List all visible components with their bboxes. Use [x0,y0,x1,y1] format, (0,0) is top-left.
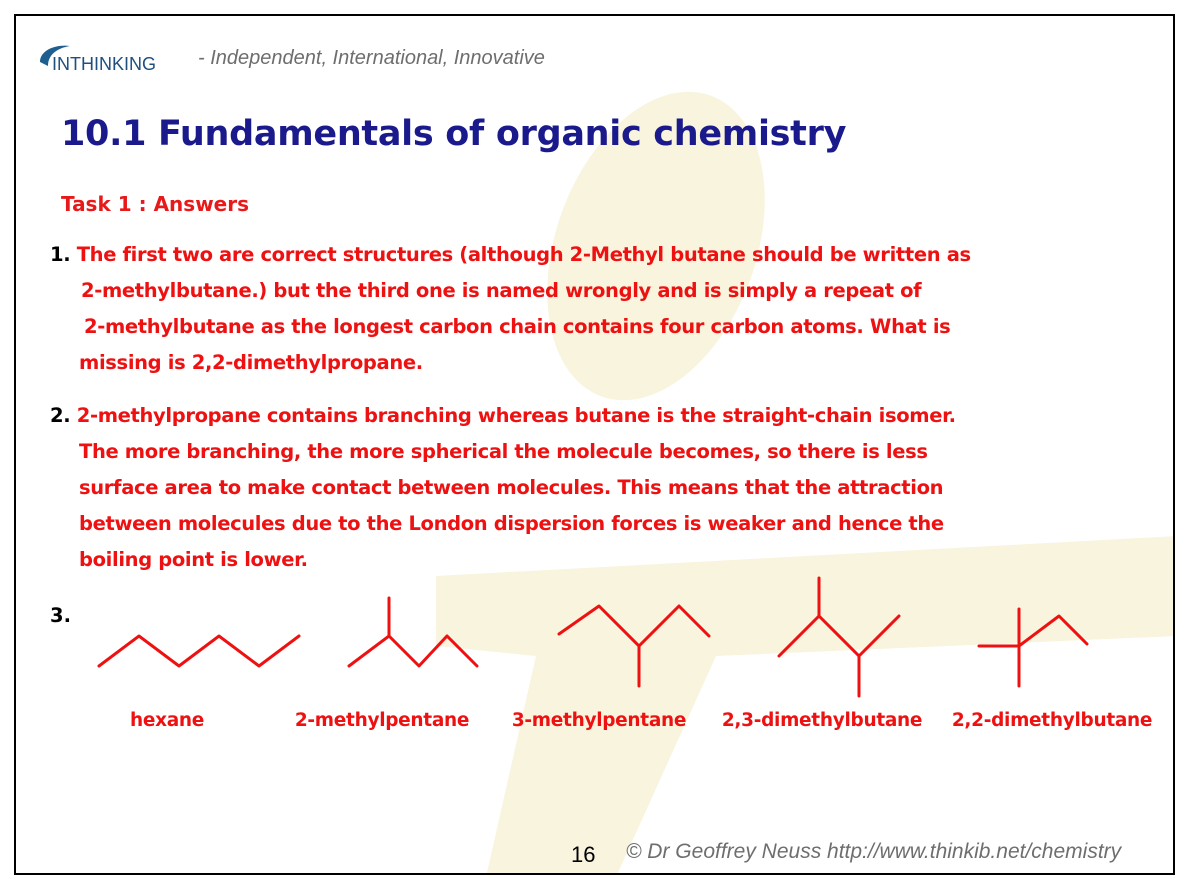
answer-2-line: boiling point is lower. [79,548,308,571]
molecule-structures [16,16,1175,875]
answer-1-line: The first two are correct structures (although 2-Methyl butane should be written as [76,243,971,266]
3-methylpentane-structure [559,606,709,686]
molecule-label: hexane [129,710,205,731]
answer-2-line: The more branching, the more spherical the molecule becomes, so there is less [79,440,928,463]
answer-2-number: 2. [50,404,71,427]
logo-text: INTHINKING [52,54,157,74]
tagline: - Independent, International, Innovative [198,47,545,69]
answer-1-line: 2-methylbutane.) but the third one is named wrongly and is simply a repeat of [81,279,922,302]
molecule-label: 3-methylpentane [511,710,687,731]
answer-3-number: 3. [50,604,71,627]
2-methylpentane-structure [349,598,477,666]
slide [14,14,1175,875]
page-number: 16 [571,842,596,867]
hexane-structure [99,636,299,666]
answer-2-line: 2-methylpropane contains branching whereas butane is the straight-chain isomer. [76,404,956,427]
answer-2-line: between molecules due to the London dispersion forces is weaker and hence the [79,512,944,535]
footer-credit: © Dr Geoffrey Neuss http://www.thinkib.net/chemistry [626,840,1122,863]
molecule-label: 2,3-dimethylbutane [721,710,923,731]
page-title: 10.1 Fundamentals of organic chemistry [61,114,847,154]
answer-1-number: 1. [50,243,71,266]
answer-2-line: surface area to make contact between molecules. This means that the attraction [79,476,944,499]
answer-1-line: 2-methylbutane as the longest carbon chain contains four carbon atoms. What is [84,315,951,338]
answer-1-line: missing is 2,2-dimethylpropane. [79,351,423,374]
2,2-dimethylbutane-structure [979,609,1087,686]
molecule-label: 2-methylpentane [294,710,470,731]
task-heading: Task 1 : Answers [61,192,249,216]
2,3-dimethylbutane-structure [779,578,899,696]
molecule-label: 2,2-dimethylbutane [951,710,1153,731]
